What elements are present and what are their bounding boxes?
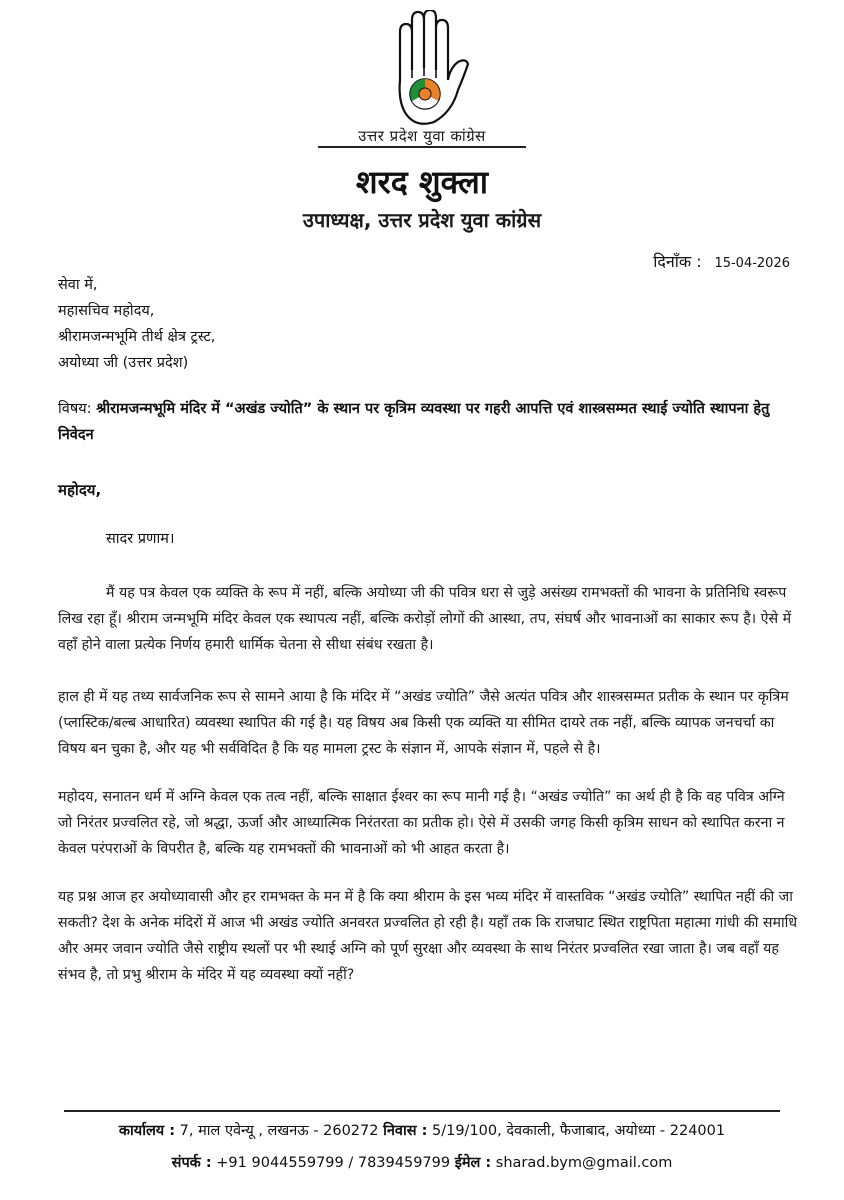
body-paragraph-1: मैं यह पत्र केवल एक व्यक्ति के रूप में नहीं, बल्कि अयोध्या जी की पवित्र धरा से जुड़े असंख्य रामभक्तों की भावना के प्रतिनिधि स्वरूप लिख रहा हूँ। श्रीराम जन्मभूमि मंदिर केवल एक स्थापत्य नहीं, बल्कि करोड़ों लोगों की आस्था, तप, संघर्ष और भावनाओं का साकार रूप है। ऐसे में वहाँ होने वाला प्रत्येक निर्णय हमारी धार्मिक चेतना से सीधा संबंध रखता है। bbox=[58, 585, 792, 653]
recipient-address bbox=[58, 272, 215, 376]
salutation: महोदय, bbox=[58, 481, 102, 499]
residence-address: 5/19/100, देवकाली, फैजाबाद, अयोध्या - 224001 bbox=[427, 1123, 726, 1139]
date-label: दिनाँक : bbox=[653, 252, 702, 271]
body-paragraph-4: यह प्रश्न आज हर अयोध्यावासी और हर रामभक्त के मन में है कि क्या श्रीराम के इस भव्य मंदिर में वास्तविक “अखंड ज्योति” स्थापित नहीं की जा सकती? देश के अनेक मंदिरों में आज भी अखंड ज्योति अनवरत प्रज्वलित हो रही है। यहाँ तक कि राजघाट स्थित राष्ट्रपिता महात्मा गांधी की समाधि और अमर जवान ज्योति जैसे राष्ट्रीय स्थलों पर भी स्थाई अग्नि को पूर्ण सुरक्षा और व्यवस्था के साथ निरंतर प्रज्वलित रखा जाता है। जब वहाँ यह संभव है, तो प्रभु श्रीराम के मंदिर में यह व्यवस्था क्यों नहीं? bbox=[58, 889, 798, 983]
date-value: 15-04-2026 bbox=[714, 256, 790, 271]
logo-caption: उत्तर प्रदेश युवा कांग्रेस bbox=[358, 127, 486, 145]
footer-address bbox=[0, 1120, 844, 1140]
recipient-line: सेवा में, bbox=[58, 277, 98, 293]
body-paragraph-2: हाल ही में यह तथ्य सार्वजनिक रूप से सामने आया है कि मंदिर में “अखंड ज्योति” जैसे अत्यंत पवित्र और शास्त्रसम्मत प्रतीक के स्थान पर कृत्रिम (प्लास्टिक/बल्ब आधारित) व्यवस्था स्थापित की गई है। यह विषय अब किसी एक व्यक्ति या सीमित दायरे तक नहीं, बल्कि व्यापक जनचर्चा का विषय बन चुका है, और यह भी सर्वविदित है कि यह मामला ट्रस्ट के संज्ञान में, आपके संज्ञान में, पहले से है। bbox=[58, 689, 789, 757]
office-label: कार्यालय : bbox=[118, 1123, 176, 1139]
recipient-line: अयोध्या जी (उत्तर प्रदेश) bbox=[58, 355, 189, 371]
contact-phone: +91 9044559799 / 7839459799 bbox=[211, 1155, 455, 1171]
footer-contact bbox=[0, 1152, 844, 1172]
body-paragraph-3: महोदय, सनातन धर्म में अग्नि केवल एक तत्व नहीं, बल्कि साक्षात ईश्वर का रूप मानी गई है। “अखंड ज्योति” का अर्थ ही है कि वह पवित्र अग्नि जो निरंतर प्रज्वलित रहे, जो श्रद्धा, ऊर्जा और आध्यात्मिक निरंतरता का प्रतीक हो। ऐसे में उसकी जगह किसी कृत्रिम साधन को स्थापित करना न केवल परंपराओं के विपरीत है, बल्कि यह रामभक्तों की भावनाओं को भी आहत करता है। bbox=[58, 789, 785, 857]
recipient-line: श्रीरामजन्मभूमि तीर्थ क्षेत्र ट्रस्ट, bbox=[58, 329, 216, 345]
sender-designation: उपाध्यक्ष, उत्तर प्रदेश युवा कांग्रेस bbox=[302, 208, 542, 232]
recipient-line: महासचिव महोदय, bbox=[58, 303, 155, 319]
email-label: ईमेल : bbox=[454, 1155, 492, 1171]
contact-email: sharad.bym@gmail.com bbox=[491, 1155, 673, 1171]
office-address: 7, माल एवेन्यू , लखनऊ - 260272 bbox=[175, 1123, 384, 1139]
sender-name: शरद शुक्ला bbox=[355, 163, 489, 201]
subject-text: श्रीरामजन्मभूमि मंदिर में “अखंड ज्योति” के स्थान पर कृत्रिम व्यवस्था पर गहरी आपत्ति एवं शास्त्रसम्मत स्थाई ज्योति स्थापना हेतु निवेदन bbox=[58, 401, 770, 443]
footer-divider bbox=[64, 1110, 780, 1112]
subject-line bbox=[58, 396, 798, 448]
residence-label: निवास : bbox=[383, 1123, 428, 1139]
contact-label: संपर्क : bbox=[171, 1155, 212, 1171]
congress-hand-logo-icon bbox=[378, 10, 470, 128]
date-row bbox=[653, 250, 790, 272]
logo-divider bbox=[318, 146, 526, 148]
greeting: सादर प्रणाम। bbox=[106, 531, 175, 547]
subject-label: विषय: bbox=[58, 401, 97, 417]
